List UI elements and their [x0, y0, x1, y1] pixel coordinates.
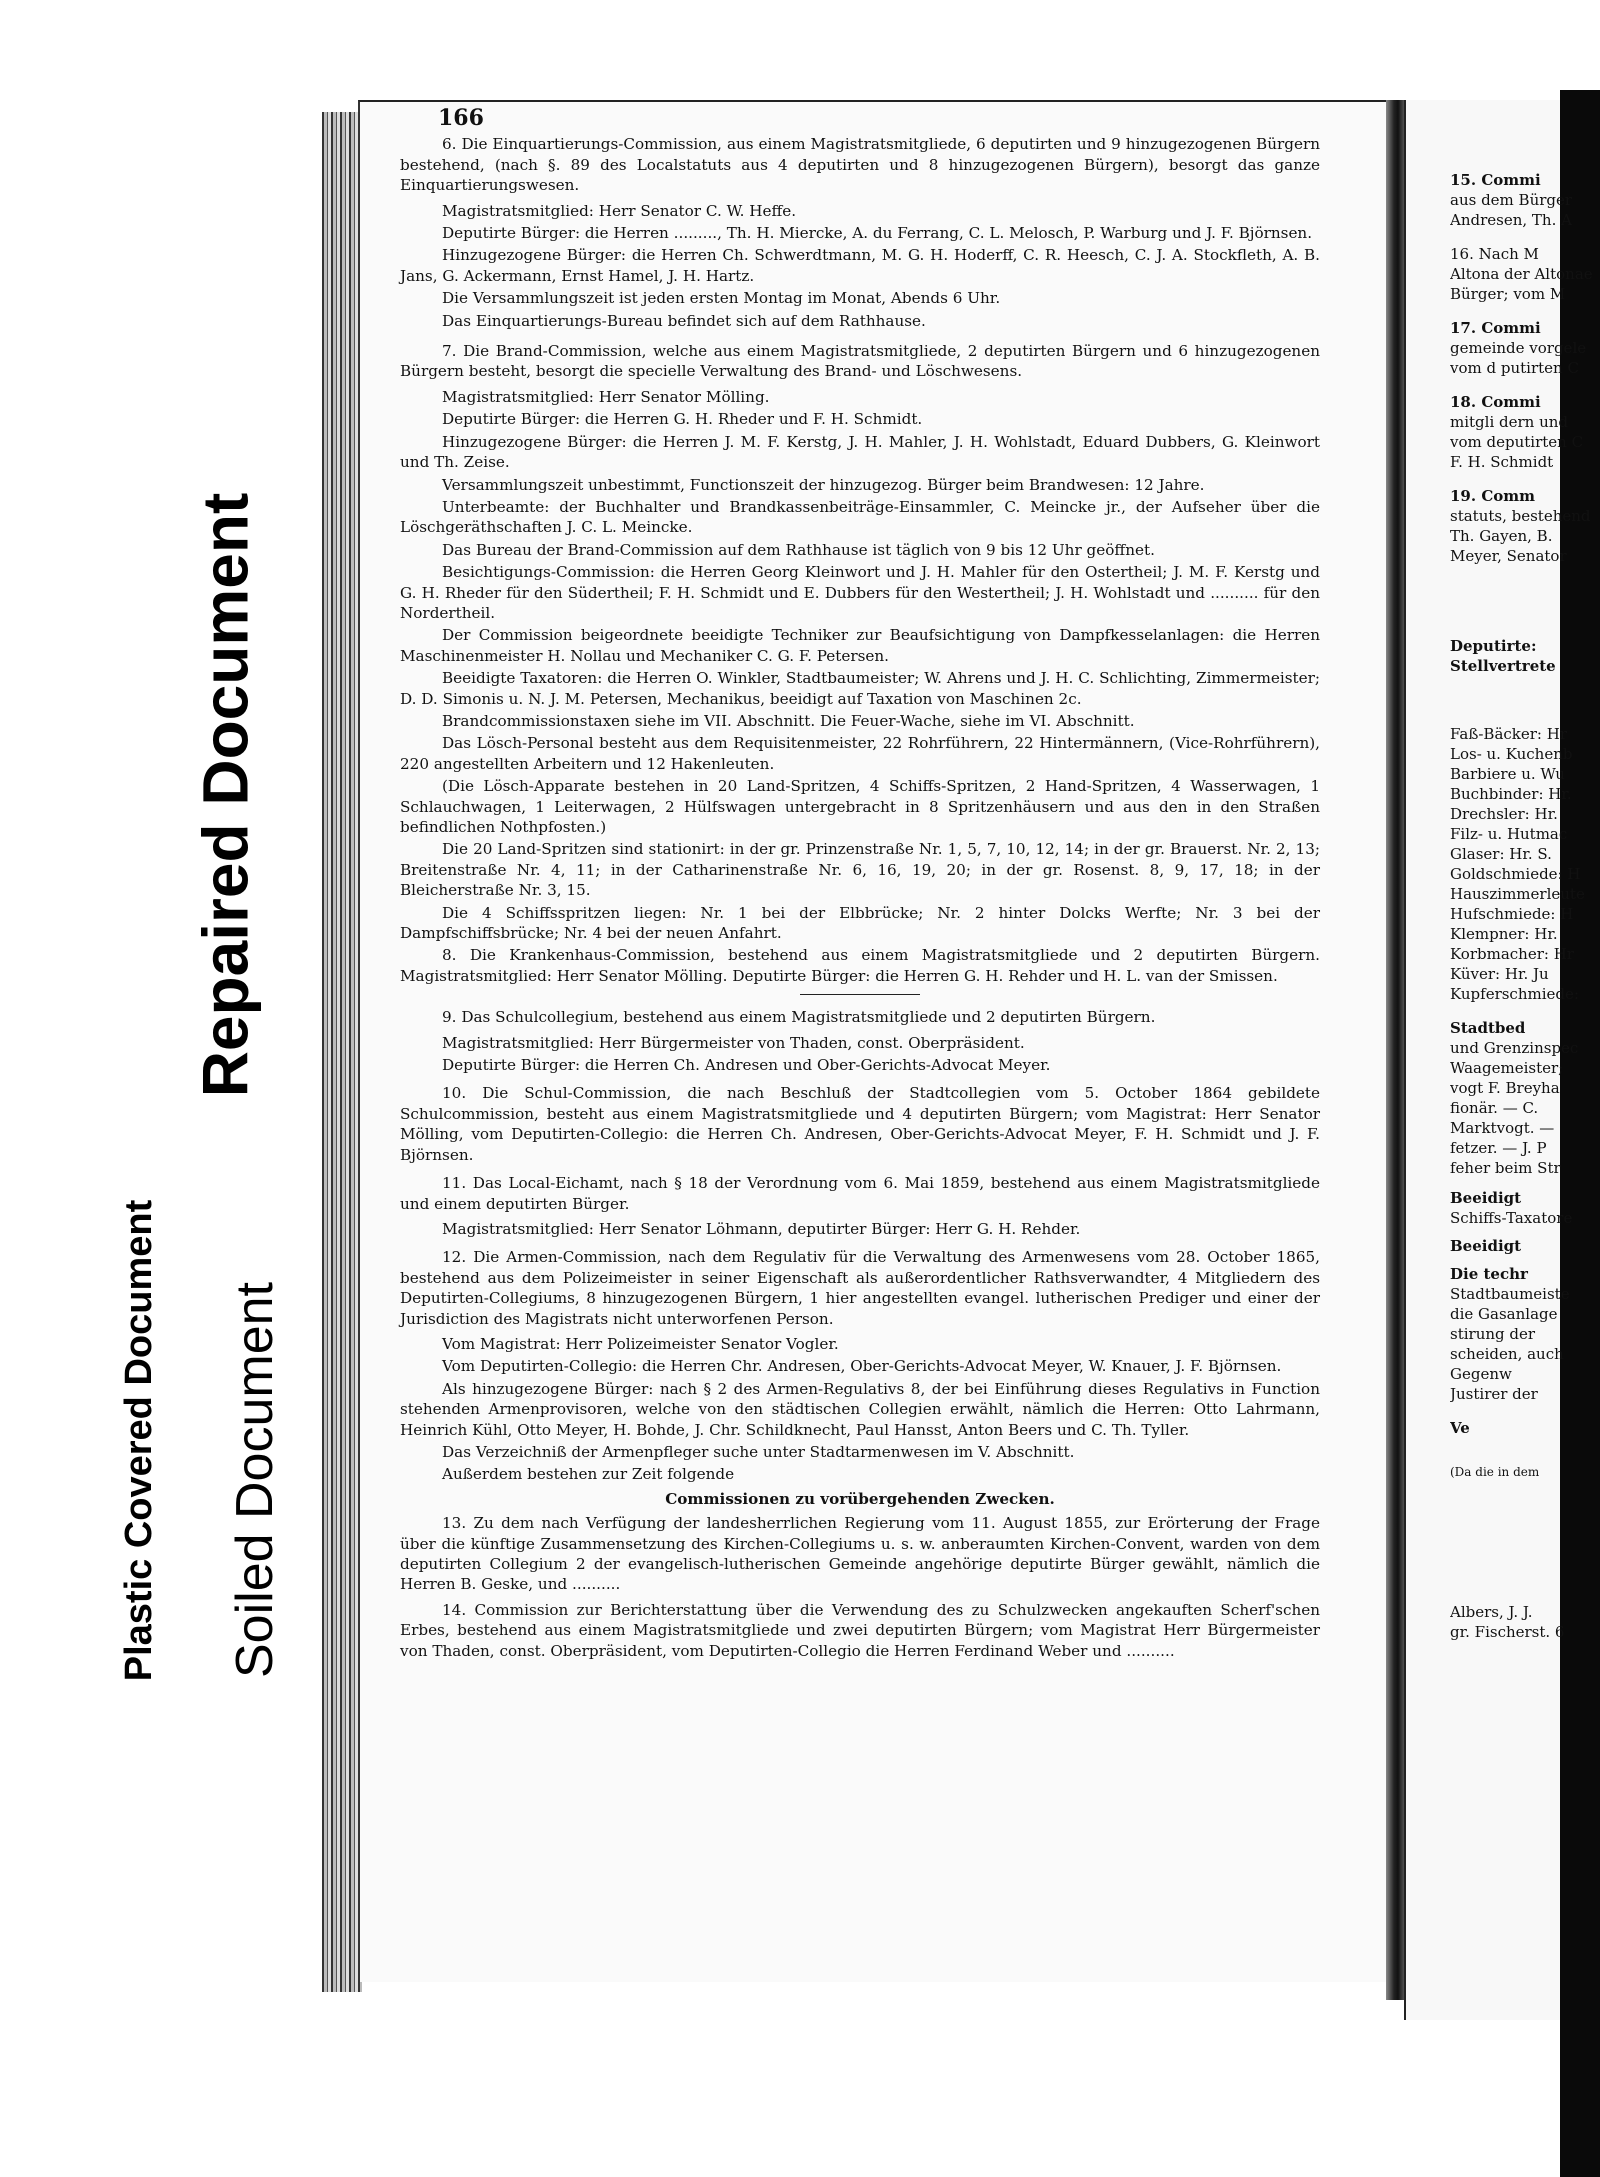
- right-line: Filz- u. Hutmac: [1450, 825, 1568, 843]
- left-page-text: [400, 105, 1320, 1666]
- paragraph: 9. Das Schulcollegium, bestehend aus einem Magistratsmitgliede und 2 deputirten Bürgern.: [442, 1008, 1156, 1027]
- right-line: stirung der: [1450, 1325, 1536, 1343]
- paragraph: Die Versammlungszeit ist jeden ersten Montag im Monat, Abends 6 Uhr.: [442, 289, 1001, 308]
- right-line: (Da die in dem: [1450, 1465, 1540, 1479]
- paragraph: 12. Die Armen-Commission, nach dem Regulativ für die Verwaltung des Armenwesens vom 28. October 1865, bestehend aus dem Polizeimeister in seiner Eigenschaft als außerordentlicher Rathsverwandter, 4 Mitgliedern des Deputirten-Collegiums, 8 hinzugezogenen Bürgern, 1 hier angestellten evangel. lutherischen Prediger und einer der Jurisdiction des Magistrats nicht unterworfenen Person.: [400, 1248, 1320, 1328]
- right-line: vom d putirten C: [1450, 359, 1579, 377]
- paragraph: Deputirte Bürger: die Herren ........., Th. H. Miercke, A. du Ferrang, C. L. Melosch, P. Warburg und J. F. Björnsen.: [442, 224, 1313, 243]
- paragraph: Das Verzeichniß der Armenpfleger suche unter Stadtarmenwesen im V. Abschnitt.: [442, 1442, 1075, 1461]
- paragraph: 14. Commission zur Berichterstattung über die Verwendung des zu Schulzwecken angekauften Scherf'schen Erbes, bestehend aus einem Magistratsmitgliede und zwei deputirten Bürgern; vom Magistrat Herr Bürgermeister von Thaden, const. Oberpräsident, vom Deputirten-Collegio die Herren Ferdinand Weber und ..........: [400, 1600, 1320, 1660]
- right-line: statuts, bestehend: [1450, 507, 1591, 525]
- right-page-text: [1450, 170, 1600, 1642]
- paragraph: Magistratsmitglied: Herr Senator C. W. Heffe.: [442, 201, 797, 220]
- right-line: Andresen, Th. A: [1450, 211, 1572, 229]
- right-line: scheiden, auch: [1450, 1345, 1564, 1363]
- paragraph: Brandcommissionstaxen siehe im VII. Abschnitt. Die Feuer-Wache, siehe im VI. Abschnitt.: [442, 711, 1135, 730]
- right-line: Korbmacher: Hr: [1450, 945, 1574, 963]
- right-line: Deputirte:: [1450, 637, 1537, 655]
- right-line: Buchbinder: Hr.: [1450, 785, 1572, 803]
- right-line: Ve: [1450, 1419, 1470, 1437]
- right-line: Stadtbed: [1450, 1019, 1526, 1037]
- right-line: Meyer, Senator: [1450, 547, 1567, 565]
- right-line: F. H. Schmidt: [1450, 453, 1554, 471]
- soiled-document-text: Soiled Document: [226, 1282, 284, 1678]
- right-line: 18. Commi: [1450, 393, 1541, 411]
- paragraph: Unterbeamte: der Buchhalter und Brandkassenbeiträge-Einsammler, C. Meincke jr., der Aufseher über die Löschgeräthschaften J. C. L. Meincke.: [400, 497, 1320, 537]
- paragraph: 11. Das Local-Eichamt, nach § 18 der Verordnung vom 6. Mai 1859, bestehend aus einem Magistratsmitgliede und einem deputirten Bürger.: [400, 1174, 1320, 1213]
- right-line: vogt F. Breyha: [1450, 1079, 1560, 1097]
- paragraph: Der Commission beigeordnete beeidigte Techniker zur Beaufsichtigung von Dampfkesselanlagen: die Herren Maschinenmeister H. Nollau und Mechaniker C. G. F. Petersen.: [400, 626, 1320, 665]
- right-line: Goldschmiede: H: [1450, 865, 1581, 883]
- right-line: Beeidigt: [1450, 1237, 1522, 1255]
- right-line: die Gasanlage: [1450, 1305, 1558, 1323]
- paragraph: Vom Magistrat: Herr Polizeimeister Senator Vogler.: [442, 1334, 839, 1353]
- right-line: fetzer. — J. P: [1450, 1139, 1547, 1157]
- paragraph: Magistratsmitglied: Herr Bürgermeister von Thaden, const. Oberpräsident.: [442, 1033, 1025, 1052]
- right-line: Bürger; vom M: [1450, 285, 1566, 303]
- paragraph: Deputirte Bürger: die Herren G. H. Rheder und F. H. Schmidt.: [442, 410, 923, 429]
- right-line: gemeinde vorgele: [1450, 339, 1587, 357]
- paragraph: Versammlungszeit unbestimmt, Functionszeit der hinzugezog. Bürger beim Brandwesen: 12 Jahre.: [442, 475, 1205, 494]
- right-line: Küver: Hr. Ju: [1450, 965, 1549, 983]
- paragraph: Hinzugezogene Bürger: die Herren Ch. Schwerdtmann, M. G. H. Hoderff, C. R. Heesch, C. J. A. Stockfleth, A. B. Jans, G. Ackermann, Ernst Hamel, J. H. Hartz.: [400, 246, 1320, 285]
- right-line: Die techr: [1450, 1265, 1528, 1283]
- right-line: Justirer der: [1450, 1385, 1538, 1403]
- paragraph: 13. Zu dem nach Verfügung der landesherrlichen Regierung vom 11. August 1855, zur Erörterung der Frage über die künftige Zusammensetzung des Kirchen-Collegiums u. s. w. anberaumten Kirchen-Convent, warden von dem deputirten Collegium 2 der evangelisch-lutherischen Gemeinde angehörige deputirte Bürger gewählt, nämlich die Herren B. Geske, und ..........: [400, 1514, 1320, 1594]
- right-line: Waagemeister;: [1450, 1059, 1564, 1077]
- right-line: Drechsler: Hr.: [1450, 805, 1558, 823]
- paragraph: Magistratsmitglied: Herr Senator Mölling.: [442, 387, 770, 406]
- right-line: Th. Gayen, B.: [1450, 527, 1553, 545]
- paragraph: Das Lösch-Personal besteht aus dem Requisitenmeister, 22 Rohrführern, 22 Hintermännern, (Vice-Rohrführern), 220 angestellten Arbeitern und 12 Hakenleuten.: [400, 734, 1320, 773]
- right-line: 19. Comm: [1450, 487, 1536, 505]
- paragraph: Vom Deputirten-Collegio: die Herren Chr. Andresen, Ober-Gerichts-Advocat Meyer, W. Knauer, J. F. Björnsen.: [442, 1357, 1282, 1376]
- right-line: Faß-Bäcker: Hr: [1450, 725, 1567, 743]
- paragraph: 10. Die Schul-Commission, die nach Beschluß der Stadtcollegien vom 5. October 1864 gebildete Schulcommission, besteht aus einem Magistratsmitgliede und 4 deputirten Bürgern; vom Magistrat: Herr Senator Mölling, vom Deputirten-Collegio: die Herren Ch. Andresen, Ober-Gerichts-Advocat Meyer, F. H. Schmidt und J. F. Björnsen.: [400, 1084, 1320, 1164]
- paragraph: Außerdem bestehen zur Zeit folgende: [442, 1465, 735, 1484]
- right-line: 15. Commi: [1450, 171, 1541, 189]
- right-line: und Grenzinspec: [1450, 1039, 1579, 1057]
- paragraph: Deputirte Bürger: die Herren Ch. Andresen und Ober-Gerichts-Advocat Meyer.: [442, 1056, 1051, 1075]
- right-line: 16. Nach M: [1450, 245, 1539, 263]
- right-line: fionär. — C.: [1450, 1099, 1539, 1117]
- right-line: Gegenw: [1450, 1365, 1512, 1383]
- paragraph: (Die Lösch-Apparate bestehen in 20 Land-Spritzen, 4 Schiffs-Spritzen, 2 Hand-Spritzen, 4 Wasserwagen, 1 Schlauchwagen, 1 Leiterwagen, 2 Hülfswagen untergebracht in 8 Spritzenhäusern und aus den in den Straßen befindlichen Nothpfosten.): [400, 777, 1320, 836]
- page-edges: [322, 112, 362, 1992]
- right-line: Stellvertrete: [1450, 657, 1556, 675]
- section-divider: [800, 994, 920, 995]
- paragraph: Magistratsmitglied: Herr Senator Löhmann, deputirter Bürger: Herr G. H. Rehder.: [442, 1219, 1081, 1238]
- right-line: gr. Fischerst. 6: [1450, 1623, 1565, 1641]
- section-heading: Commissionen zu vorübergehenden Zwecken.: [665, 1489, 1055, 1508]
- page-number: 166: [438, 105, 484, 131]
- paragraph: Das Bureau der Brand-Commission auf dem Rathhause ist täglich von 9 bis 12 Uhr geöffnet.: [442, 540, 1155, 559]
- paragraph: Die 4 Schiffsspritzen liegen: Nr. 1 bei der Elbbrücke; Nr. 2 hinter Dolcks Werfte; Nr. 3 bei der Dampfschiffsbrücke; Nr. 4 bei der neuen Anfahrt.: [400, 903, 1320, 943]
- paragraph: 6. Die Einquartierungs-Commission, aus einem Magistratsmitgliede, 6 deputirten und 9 hinzugezogenen Bürgern bestehend, (nach §. 89 des Localstatuts aus 4 deputirten und 8 hinzugezogenen Bürgern), besorgt das ganze Einquartierungswesen.: [400, 135, 1320, 195]
- right-line: Marktvogt. —: [1450, 1119, 1555, 1137]
- right-line: feher beim Str: [1450, 1159, 1561, 1177]
- right-line: Beeidigt: [1450, 1189, 1522, 1207]
- plastic-covered-text: Plastic Covered Document: [118, 1199, 161, 1681]
- paragraph: 7. Die Brand-Commission, welche aus einem Magistratsmitgliede, 2 deputirten Bürgern und 6 hinzugezogenen Bürgern besteht, besorgt die specielle Verwaltung des Brand- und Löschwesens.: [400, 342, 1320, 381]
- plastic-covered-label: [100, 1130, 180, 1750]
- right-line: Schiffs-Taxatore: [1450, 1209, 1573, 1227]
- right-line: Klempner: Hr.: [1450, 925, 1558, 943]
- right-line: Stadtbaumeiste: [1450, 1285, 1570, 1303]
- paragraph: 8. Die Krankenhaus-Commission, bestehend aus einem Magistratsmitgliede und 2 deputirten Bürgern. Magistratsmitglied: Herr Senator Mölling. Deputirte Bürger: die Herren G. H. Rehder und H. L. van der Smissen.: [400, 946, 1320, 985]
- paragraph: Die 20 Land-Spritzen sind stationirt: in der gr. Prinzenstraße Nr. 1, 5, 7, 10, 12, 14; in der gr. Brauerst. Nr. 2, 13; Breitenstraße Nr. 4, 11; in der Catharinenstraße Nr. 6, 16, 19, 20; in der gr. Rosenst. 8, 9, 17, 18; in der Bleicherstraße Nr. 3, 15.: [400, 840, 1320, 900]
- repaired-document-label: [150, 492, 300, 1098]
- right-line: Glaser: Hr. S.: [1450, 845, 1552, 863]
- paragraph: Das Einquartierungs-Bureau befindet sich auf dem Rathhause.: [442, 311, 926, 330]
- paragraph: Besichtigungs-Commission: die Herren Georg Kleinwort und J. H. Mahler für den Ostertheil; J. M. F. Kerstg und G. H. Rheder für den Südertheil; F. H. Schmidt und E. Dubbers für den Westertheil; J. H. Wohlstadt und .......... für den Nordertheil.: [400, 563, 1320, 622]
- paragraph: Beeidigte Taxatoren: die Herren O. Winkler, Stadtbaumeister; W. Ahrens und J. H. C. Schlichting, Zimmermeister; D. D. Simonis u. N. J. M. Petersen, Mechanikus, beeidigt auf Taxation von Maschinen 2c.: [400, 669, 1320, 708]
- right-line: Los- u. Kuchenb: [1450, 745, 1573, 763]
- right-line: Hufschmiede: H: [1450, 905, 1574, 923]
- repaired-document-text: Repaired Document: [189, 492, 261, 1098]
- right-line: aus dem Bürger: [1450, 191, 1573, 209]
- right-line: Hauszimmerleute: [1450, 885, 1585, 903]
- scan-margin: [0, 0, 322, 2177]
- right-line: 17. Commi: [1450, 319, 1541, 337]
- right-line: Altona der Altonae: [1450, 265, 1593, 283]
- right-line: Barbiere u. Wu: [1450, 765, 1565, 783]
- book-gutter: [1386, 100, 1406, 2000]
- right-line: vom deputirten C: [1450, 433, 1584, 451]
- right-line: mitgli dern und: [1450, 413, 1569, 431]
- paragraph: Als hinzugezogene Bürger: nach § 2 des Armen-Regulativs 8, der bei Einführung dieses Regulativs in Function stehenden Armenprovisoren, welche von den städtischen Collegien erwählt, nämlich die Herren: Otto Lahrmann, Heinrich Kühl, Otto Meyer, H. Bohde, J. Chr. Schildknecht, Paul Hansst, Anton Beers und C. Th. Tyller.: [400, 1379, 1320, 1439]
- paragraph: Hinzugezogene Bürger: die Herren J. M. F. Kerstg, J. H. Mahler, J. H. Wohlstadt, Eduard Dubbers, G. Kleinwort und Th. Zeise.: [400, 432, 1320, 472]
- right-line: Kupferschmiede:: [1450, 985, 1579, 1003]
- right-line: Albers, J. J.: [1450, 1603, 1533, 1621]
- soiled-document-label: [210, 1180, 300, 1780]
